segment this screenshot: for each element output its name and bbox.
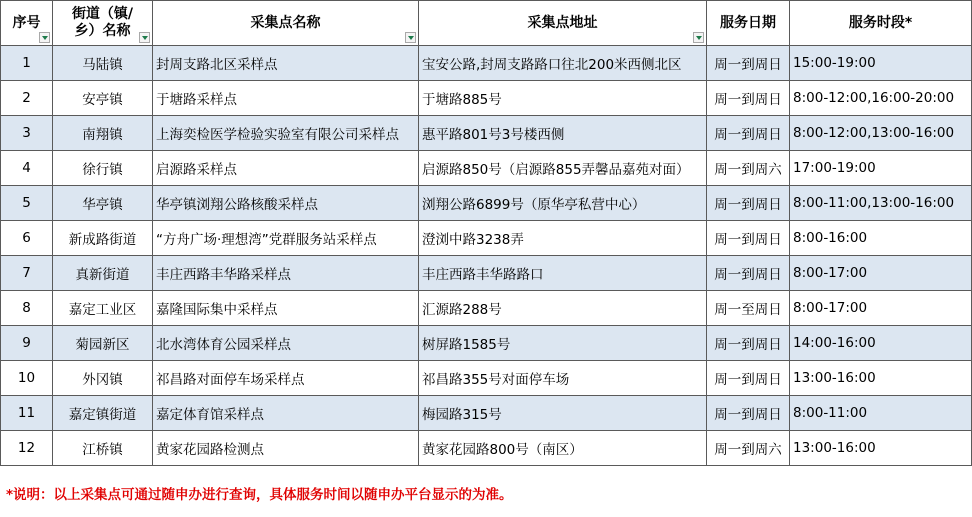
cell-street[interactable]: 嘉定工业区 [53,291,153,326]
cell-no[interactable]: 5 [1,186,53,221]
cell-street[interactable]: 江桥镇 [53,431,153,466]
cell-service-days[interactable]: 周一到周日 [707,81,790,116]
cell-site-name[interactable]: 于塘路采样点 [153,81,419,116]
cell-address[interactable]: 丰庄西路丰华路路口 [419,256,707,291]
cell-no[interactable]: 11 [1,396,53,431]
cell-service-hours[interactable]: 8:00-11:00,13:00-16:00 [790,186,972,221]
cell-site-name[interactable]: 黄家花园路检测点 [153,431,419,466]
cell-site-name[interactable]: 嘉定体育馆采样点 [153,396,419,431]
header-street: 街道（镇/乡）名称 [53,1,153,46]
cell-address[interactable]: 黄家花园路800号（南区） [419,431,707,466]
cell-address[interactable]: 启源路850号（启源路855弄馨品嘉苑对面） [419,151,707,186]
cell-service-hours[interactable]: 8:00-11:00 [790,396,972,431]
cell-street[interactable]: 安亭镇 [53,81,153,116]
cell-service-days[interactable]: 周一到周日 [707,46,790,81]
cell-service-hours[interactable]: 13:00-16:00 [790,431,972,466]
cell-service-days[interactable]: 周一到周日 [707,326,790,361]
table-row [1,396,972,431]
cell-street[interactable]: 徐行镇 [53,151,153,186]
cell-street[interactable]: 真新街道 [53,256,153,291]
cell-service-days[interactable]: 周一到周六 [707,431,790,466]
header-site-name: 采集点名称 [153,1,419,46]
table-row [1,326,972,361]
cell-site-name[interactable]: 华亭镇浏翔公路核酸采样点 [153,186,419,221]
cell-street[interactable]: 南翔镇 [53,116,153,151]
table-row [1,151,972,186]
table-row [1,81,972,116]
cell-address[interactable]: 于塘路885号 [419,81,707,116]
cell-site-name[interactable]: 封周支路北区采样点 [153,46,419,81]
cell-site-name[interactable]: 启源路采样点 [153,151,419,186]
cell-no[interactable]: 1 [1,46,53,81]
table-row [1,431,972,466]
cell-no[interactable]: 12 [1,431,53,466]
header-address: 采集点地址 [419,1,707,46]
table-body [1,46,972,466]
cell-address[interactable]: 浏翔公路6899号（原华亭私营中心） [419,186,707,221]
cell-street[interactable]: 华亭镇 [53,186,153,221]
table-row [1,116,972,151]
cell-street[interactable]: 马陆镇 [53,46,153,81]
table-row [1,256,972,291]
filter-dropdown-icon[interactable] [139,32,150,43]
cell-address[interactable]: 树屏路1585号 [419,326,707,361]
cell-street[interactable]: 嘉定镇街道 [53,396,153,431]
filter-dropdown-icon[interactable] [693,32,704,43]
cell-service-hours[interactable]: 13:00-16:00 [790,361,972,396]
cell-service-days[interactable]: 周一到周日 [707,221,790,256]
cell-no[interactable]: 3 [1,116,53,151]
cell-address[interactable]: 祁昌路355号对面停车场 [419,361,707,396]
cell-no[interactable]: 8 [1,291,53,326]
cell-site-name[interactable]: 丰庄西路丰华路采样点 [153,256,419,291]
cell-no[interactable]: 9 [1,326,53,361]
cell-site-name[interactable]: 上海奕检医学检验实验室有限公司采样点 [153,116,419,151]
header-no: 序号 [1,1,53,46]
table-row [1,46,972,81]
cell-service-days[interactable]: 周一至周日 [707,291,790,326]
cell-service-hours[interactable]: 17:00-19:00 [790,151,972,186]
cell-service-days[interactable]: 周一到周日 [707,256,790,291]
cell-no[interactable]: 10 [1,361,53,396]
cell-service-hours[interactable]: 15:00-19:00 [790,46,972,81]
table-row [1,186,972,221]
header-row [1,1,972,46]
table-row [1,221,972,256]
cell-street[interactable]: 菊园新区 [53,326,153,361]
cell-service-hours[interactable]: 14:00-16:00 [790,326,972,361]
header-service-hours: 服务时段* [790,1,972,46]
cell-address[interactable]: 澄浏中路3238弄 [419,221,707,256]
cell-site-name[interactable]: “方舟广场·理想湾”党群服务站采样点 [153,221,419,256]
cell-service-hours[interactable]: 8:00-12:00,16:00-20:00 [790,81,972,116]
cell-site-name[interactable]: 北水湾体育公园采样点 [153,326,419,361]
cell-no[interactable]: 7 [1,256,53,291]
cell-address[interactable]: 宝安公路,封周支路路口往北200米西侧北区 [419,46,707,81]
cell-service-hours[interactable]: 8:00-17:00 [790,256,972,291]
cell-address[interactable]: 惠平路801号3号楼西侧 [419,116,707,151]
cell-address[interactable]: 汇源路288号 [419,291,707,326]
table-row [1,361,972,396]
cell-no[interactable]: 2 [1,81,53,116]
cell-service-days[interactable]: 周一到周日 [707,361,790,396]
cell-service-days[interactable]: 周一到周日 [707,396,790,431]
filter-dropdown-icon[interactable] [405,32,416,43]
cell-service-days[interactable]: 周一到周日 [707,116,790,151]
footnote: *说明：以上采集点可通过随申办进行查询，具体服务时间以随申办平台显示的为准。 [6,487,513,503]
cell-site-name[interactable]: 祁昌路对面停车场采样点 [153,361,419,396]
cell-no[interactable]: 4 [1,151,53,186]
header-service-days: 服务日期 [707,1,790,46]
cell-address[interactable]: 梅园路315号 [419,396,707,431]
cell-street[interactable]: 外冈镇 [53,361,153,396]
cell-site-name[interactable]: 嘉隆国际集中采样点 [153,291,419,326]
cell-service-hours[interactable]: 8:00-17:00 [790,291,972,326]
cell-service-days[interactable]: 周一到周日 [707,186,790,221]
cell-no[interactable]: 6 [1,221,53,256]
cell-street[interactable]: 新成路街道 [53,221,153,256]
filter-dropdown-icon[interactable] [39,32,50,43]
cell-service-hours[interactable]: 8:00-16:00 [790,221,972,256]
cell-service-days[interactable]: 周一到周六 [707,151,790,186]
cell-service-hours[interactable]: 8:00-12:00,13:00-16:00 [790,116,972,151]
table-row [1,291,972,326]
